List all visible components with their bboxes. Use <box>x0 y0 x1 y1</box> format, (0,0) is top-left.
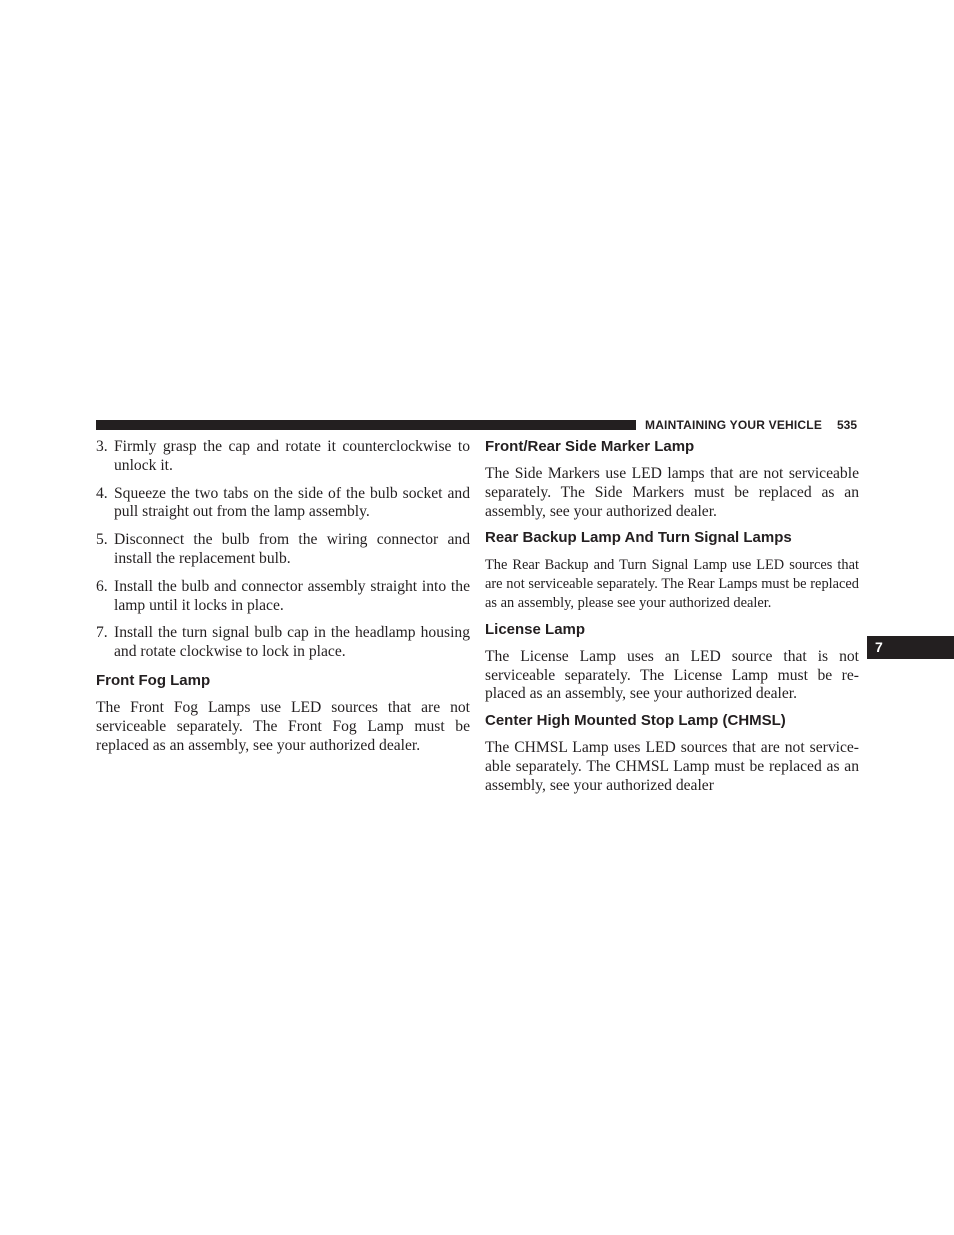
chmsl-heading: Center High Mounted Stop Lamp (CHMSL) <box>485 712 786 730</box>
step-text: Squeeze the two tabs on the side of the bulb socket and pull straight out from the lamp assembly. <box>114 484 470 521</box>
section-title: MAINTAINING YOUR VEHICLE <box>645 418 823 432</box>
license-body: The License Lamp uses an LED source that is not serviceable separately. The License Lamp must be re-placed as an assembly, see your authorized dealer. <box>485 647 859 703</box>
step-number: 4. <box>96 484 108 502</box>
chapter-tab <box>867 636 954 659</box>
rear-backup-heading: Rear Backup Lamp And Turn Signal Lamps <box>485 529 792 547</box>
step-number: 3. <box>96 438 108 455</box>
left-column <box>96 438 470 755</box>
right-column <box>485 438 859 796</box>
step-list <box>96 438 470 662</box>
front-fog-heading: Front Fog Lamp <box>96 671 211 689</box>
side-marker-heading: Front/Rear Side Marker Lamp <box>485 438 695 455</box>
page-number: 535 <box>837 418 858 432</box>
step-item <box>96 485 470 523</box>
step-text: Install the turn signal bulb cap in the headlamp housing and rotate clockwise to lock in place. <box>114 624 470 661</box>
step-number: 7. <box>96 624 108 642</box>
step-text: Install the bulb and connector assembly straight into the lamp until it locks in place. <box>114 577 470 614</box>
step-number: 6. <box>96 577 108 595</box>
rear-backup-body: The Rear Backup and Turn Signal Lamp use LED sources that are not serviceable separately. The Rear Lamps must be replaced as an assembly, please see your authorized dealer. <box>485 557 859 611</box>
chapter-number: 7 <box>875 639 883 655</box>
chmsl-body: The CHMSL Lamp uses LED sources that are not service-able separately. The CHMSL Lamp must be replaced as an assembly, see your authorized dealer <box>485 739 859 794</box>
step-item <box>96 578 470 616</box>
step-item <box>96 438 470 476</box>
step-item <box>96 531 470 569</box>
step-text: Disconnect the bulb from the wiring connector and install the replacement bulb. <box>114 531 470 567</box>
header-rule <box>96 420 636 430</box>
front-fog-body: The Front Fog Lamps use LED sources that are not serviceable separately. The Front Fog Lamp must be replaced as an assembly, see your authorized dealer. <box>96 698 470 754</box>
step-number: 5. <box>96 531 108 549</box>
step-text: Firmly grasp the cap and rotate it counterclockwise to unlock it. <box>114 438 470 474</box>
license-heading: License Lamp <box>485 620 586 638</box>
step-item <box>96 624 470 662</box>
side-marker-body: The Side Markers use LED lamps that are not serviceable separately. The Side Markers must be replaced as an assembly, see your authorized dealer. <box>485 465 859 520</box>
